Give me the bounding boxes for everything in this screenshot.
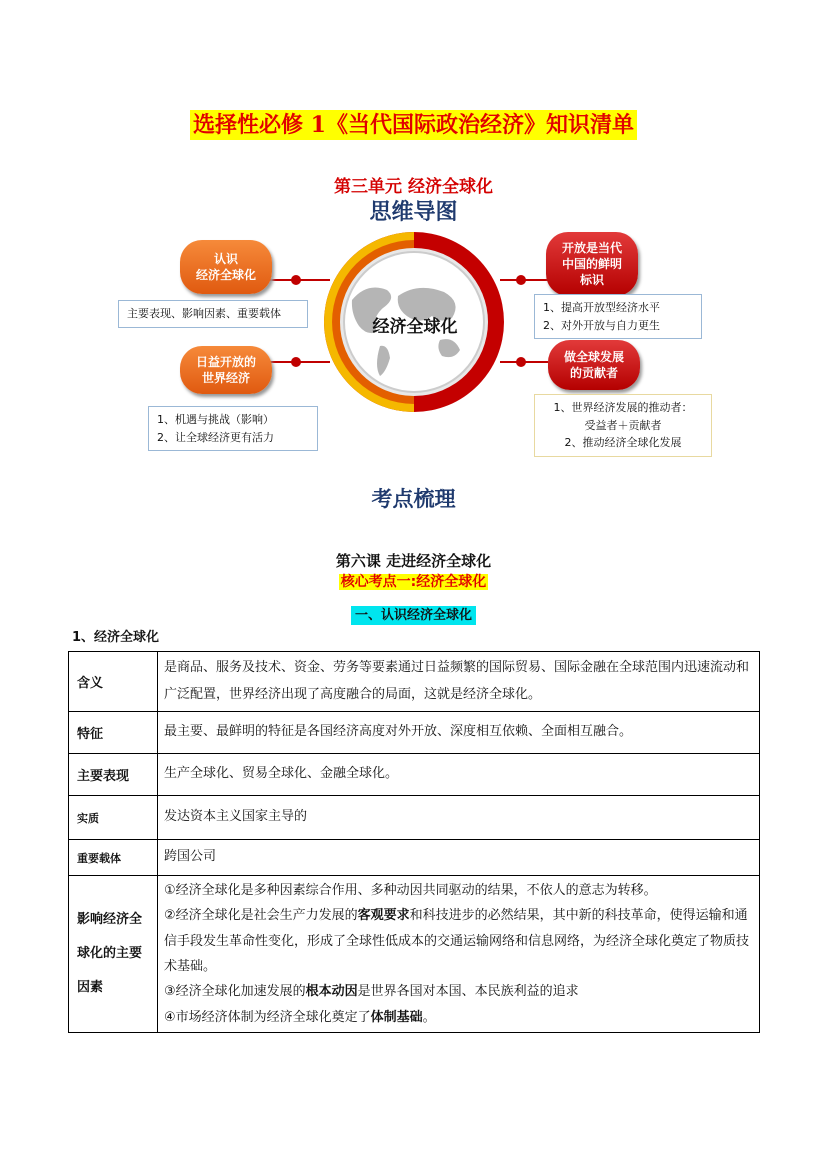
row-key: 重要载体 (69, 840, 158, 876)
knowledge-table (68, 651, 760, 1033)
table-row (69, 712, 760, 754)
document-title: 选择性必修 1《当代国际政治经济》知识清单 (0, 108, 827, 139)
note-right-bottom: 1、世界经济发展的推动者： 受益者＋贡献者 2、推动经济全球化发展 (534, 394, 712, 457)
row-value: ①经济全球化是多种因素综合作用、多种动因共同驱动的结果，不依人的意志为转移。 ②经济全球化是社会生产力发展的客观要求和科技进步的必然结果，其中新的科技革命，使得运输和通信手段发生革命性变化，形成了全球性低成本的交通运输网络和信息网络，为经济全球化奠定了物质技术基础。 ③经济全球化加速发展的根本动因是世界各国对本国、本民族利益的追求 ④市场经济体制为经济全球化奠定了体制基础。 (158, 876, 760, 1033)
bubble-understand-globalization: 认识 经济全球化 (180, 240, 272, 294)
unit-title: 第三单元 经济全球化 (334, 177, 493, 197)
bubble-open-world-economy: 日益开放的 世界经济 (180, 346, 272, 394)
bubble-china-opening: 开放是当代 中国的鲜明 标识 (546, 232, 638, 296)
lesson-title: 第六课 走进经济全球化 (335, 552, 492, 570)
core-point-title: 核心考点一:经济全球化 (340, 574, 487, 590)
table-row (69, 796, 760, 840)
mindmap-title: 思维导图 (369, 199, 458, 225)
row-value: 最主要、最鲜明的特征是各国经济高度对外开放、深度相互依赖、全面相互融合。 (158, 712, 760, 754)
row-value: 是商品、服务及技术、资金、劳务等要素通过日益频繁的国际贸易、国际金融在全球范围内迅速流动和广泛配置，世界经济出现了高度融合的局面，这就是经济全球化。 (158, 652, 760, 712)
row-value: 发达资本主义国家主导的 (158, 796, 760, 840)
row-value: 跨国公司 (158, 840, 760, 876)
row-key: 实质 (69, 796, 158, 840)
row-key: 主要表现 (69, 754, 158, 796)
note-left-top: 主要表现、影响因素、重要载体 (118, 300, 308, 328)
row-value: 生产全球化、贸易全球化、金融全球化。 (158, 754, 760, 796)
mindmap-center-label: 经济全球化 (372, 317, 458, 337)
review-title: 考点梳理 (371, 486, 456, 511)
row-key: 影响经济全球化的主要因素 (69, 876, 158, 1033)
section-title: 一、认识经济全球化 (0, 604, 827, 623)
table-row (69, 754, 760, 796)
table-row (69, 876, 760, 1033)
note-left-bottom: 1、机遇与挑战（影响） 2、让全球经济更有活力 (148, 406, 318, 451)
table-row (69, 840, 760, 876)
table-row (69, 652, 760, 712)
note-right-top: 1、提高开放型经济水平 2、对外开放与自力更生 (534, 294, 702, 339)
bubble-global-contributor: 做全球发展 的贡献者 (548, 340, 640, 390)
row-key: 特征 (69, 712, 158, 754)
row-key: 含义 (69, 652, 158, 712)
item-title: 1、经济全球化 (72, 630, 160, 645)
